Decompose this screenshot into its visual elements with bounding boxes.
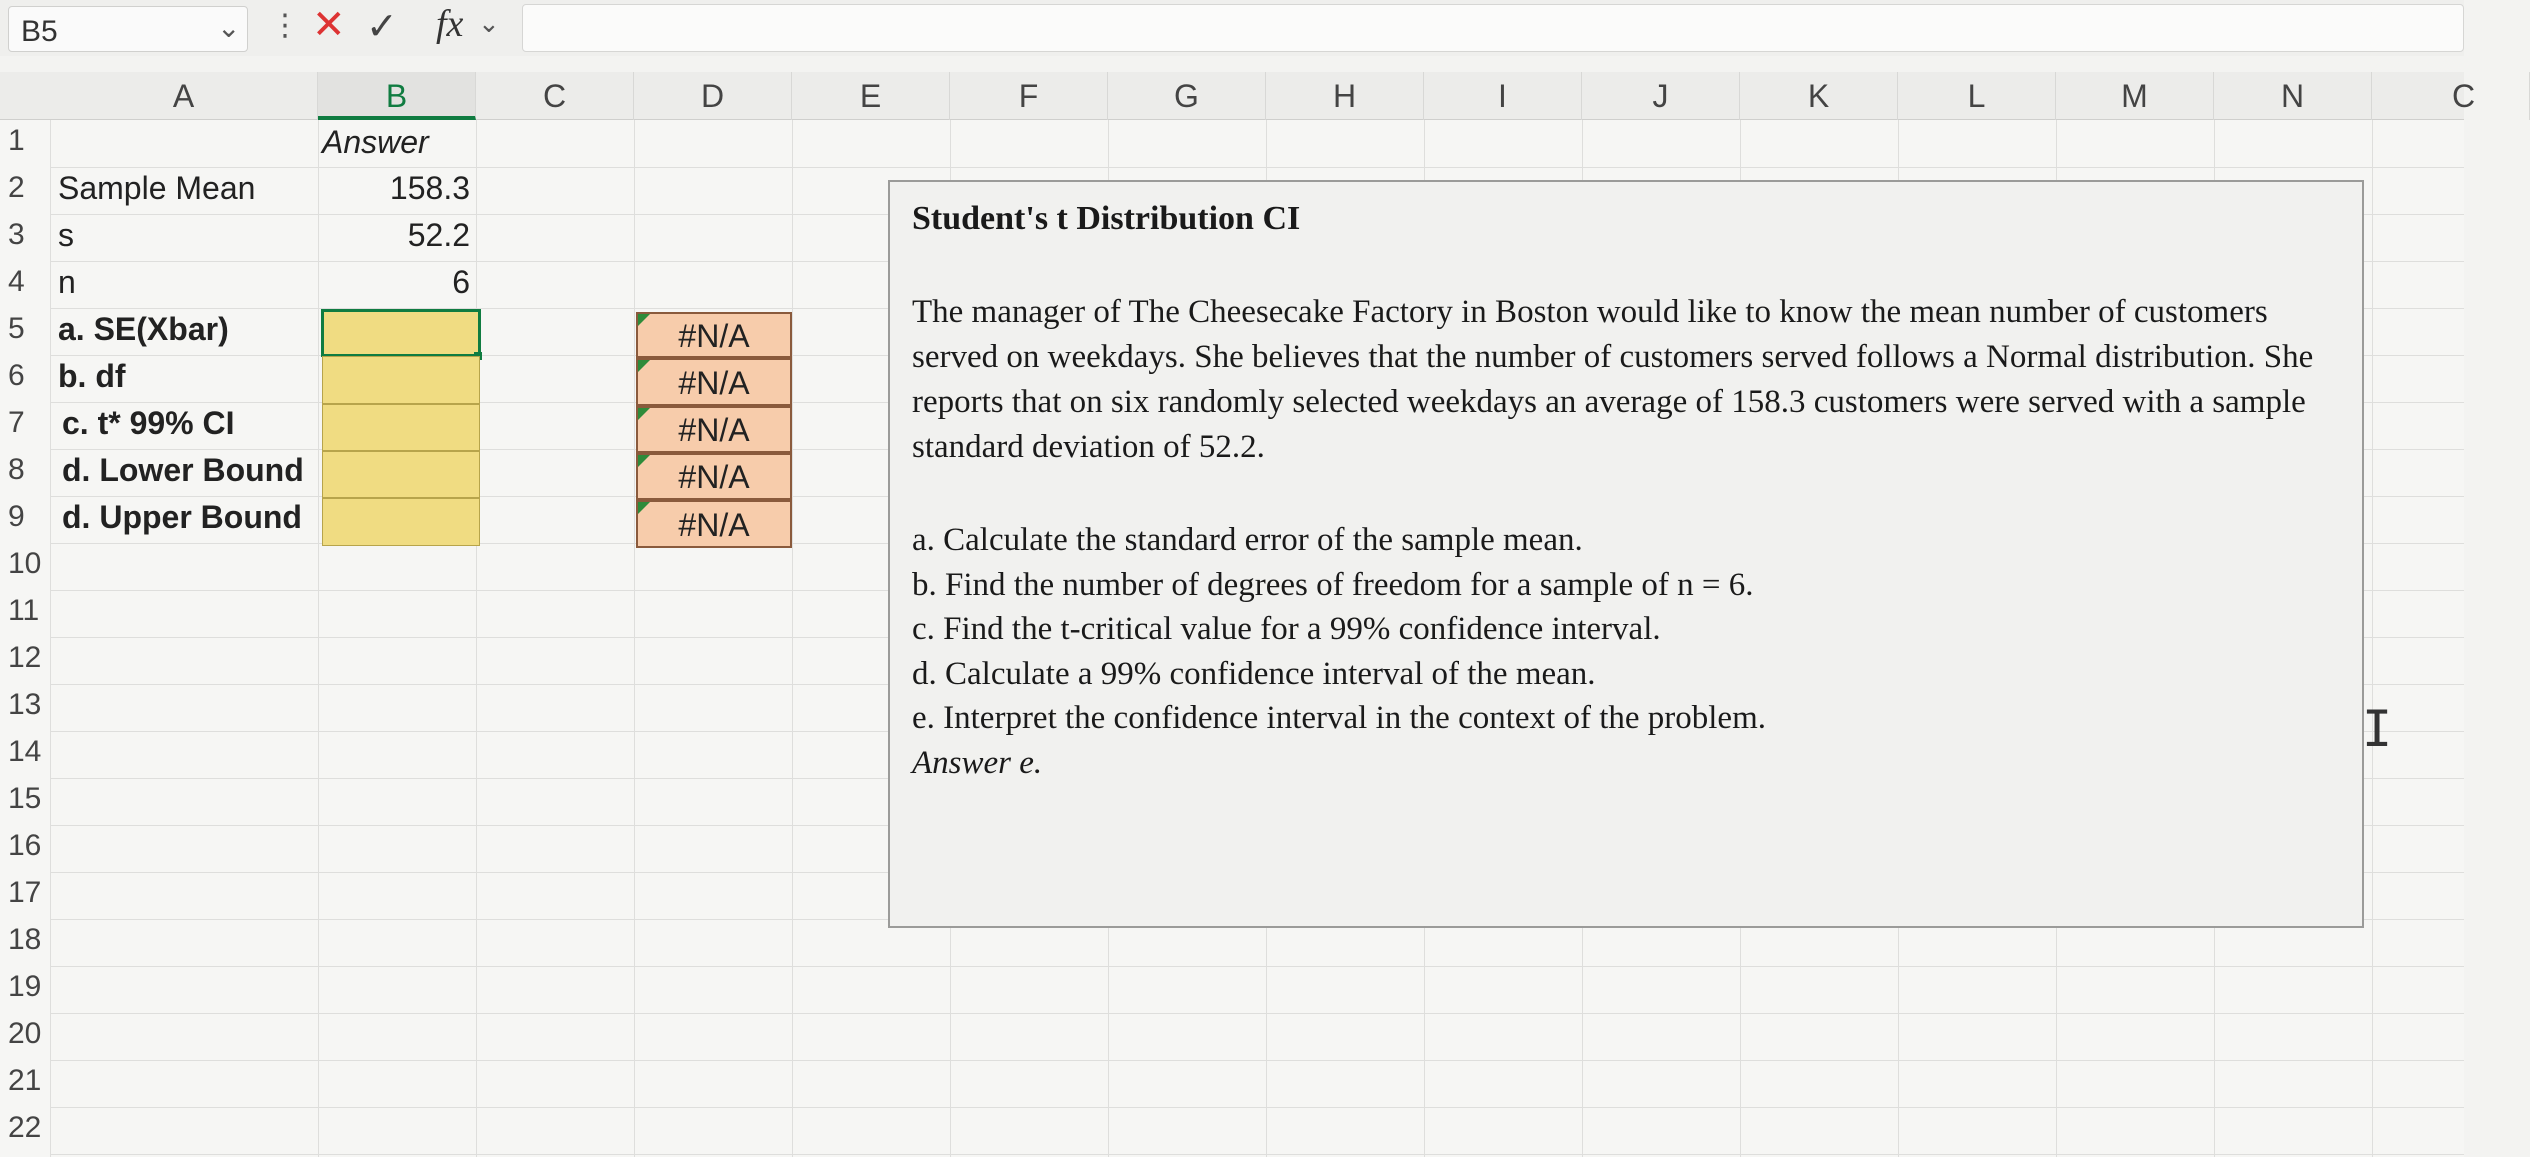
cell-a3[interactable]: s [58,217,74,253]
question-d: d. Calculate a 99% confidence interval of the mean. [912,655,1596,692]
cell-b9-answer-input[interactable] [322,498,480,546]
formula-input[interactable] [522,4,2464,52]
cell-b8-answer-input[interactable] [322,451,480,498]
cell-d6-check[interactable] [636,358,792,406]
cell-b1[interactable]: Answer [322,124,429,160]
text-box-title: Student's t Distribution CI [912,200,1301,237]
row-header-5[interactable]: 5 [8,312,25,345]
row-header-7[interactable]: 7 [8,406,25,439]
cell-b5-answer-input[interactable] [322,310,480,356]
row-header-12[interactable]: 12 [8,641,42,674]
cell-b3[interactable]: 52.2 [407,217,470,253]
cell-a7[interactable]: c. t* 99% CI [62,405,235,441]
row-header-1[interactable]: 1 [8,124,25,157]
column-header-d[interactable]: D [634,72,792,120]
row-header-18[interactable]: 18 [8,923,42,956]
chevron-down-icon[interactable]: ⌄ [217,12,241,43]
error-indicator-icon [638,360,650,372]
column-header-i[interactable]: I [1424,72,1582,120]
column-header-m[interactable]: M [2056,72,2214,120]
question-a: a. Calculate the standard error of the sample mean. [912,522,1583,558]
cell-a8[interactable]: d. Lower Bound [62,452,304,488]
grid-line [634,120,635,1157]
column-header-b[interactable]: B [318,72,476,120]
row-header-21[interactable]: 21 [8,1064,42,1097]
row-header-3[interactable]: 3 [8,218,25,251]
cell-d9-value: #N/A [678,507,750,543]
cell-d5-check[interactable] [636,312,792,358]
cell-a2[interactable]: Sample Mean [58,170,256,206]
grid-line [2372,120,2373,1157]
grid-line [50,966,2464,967]
cell-b7-answer-input[interactable] [322,404,480,451]
row-header-10[interactable]: 10 [8,547,42,580]
column-header-f[interactable]: F [950,72,1108,120]
row-header-17[interactable]: 17 [8,876,42,909]
column-header-n[interactable]: N [2214,72,2372,120]
cancel-icon[interactable]: ✕ [312,3,346,47]
row-header-16[interactable]: 16 [8,829,42,862]
grid-line [50,120,51,1157]
cell-d7-check[interactable] [636,406,792,453]
text-cursor-icon: I [2362,700,2393,758]
formula-bar [0,0,2464,56]
row-header-15[interactable]: 15 [8,782,42,815]
question-e: e. Interpret the confidence interval in the context of the problem. [912,700,1766,736]
name-box[interactable] [8,6,248,52]
cell-a4[interactable]: n [58,264,76,300]
grid-line [50,167,2464,168]
error-indicator-icon [638,455,650,467]
answer-e-label[interactable]: Answer e. [912,744,1043,781]
cell-d6-value: #N/A [678,365,750,401]
column-header-row [0,72,2476,120]
error-indicator-icon [638,314,650,326]
row-header-19[interactable]: 19 [8,970,42,1003]
row-header-8[interactable]: 8 [8,453,25,486]
chevron-down-icon[interactable]: ⌄ [478,8,500,38]
row-header-2[interactable]: 2 [8,171,25,204]
column-header-c[interactable]: C [476,72,634,120]
cell-b2[interactable]: 158.3 [389,170,470,206]
row-header-20[interactable]: 20 [8,1017,42,1050]
grid-line [50,1154,2464,1155]
column-header-j[interactable]: J [1582,72,1740,120]
column-header-o-partial[interactable]: C [2372,72,2530,120]
problem-text-box[interactable] [888,180,2364,928]
cell-d8-check[interactable] [636,453,792,500]
grid-line [50,1107,2464,1108]
column-header-e[interactable]: E [792,72,950,120]
column-header-h[interactable]: H [1266,72,1424,120]
grid-line [50,1060,2464,1061]
insert-function-icon[interactable]: fx [436,3,464,45]
problem-paragraph: The manager of The Cheesecake Factory in Boston would like to know the mean number of customers served on weekdays. She believes that the number of customers served follows a Normal distribution. She reports that on six randomly selected weekdays an average of 158.3 customers were served with a sample standard deviation of 52.2. [912,294,2314,465]
more-options-icon[interactable]: ⋮ [270,9,298,42]
cell-d5-value: #N/A [678,318,750,354]
row-header-6[interactable]: 6 [8,359,25,392]
grid-line [792,120,793,1157]
column-header-a[interactable]: A [50,72,318,120]
cell-d9-check[interactable] [636,500,792,548]
cell-a6[interactable]: b. df [58,358,126,394]
row-header-22[interactable]: 22 [8,1111,42,1144]
cell-a9[interactable]: d. Upper Bound [62,499,302,535]
cell-b4[interactable]: 6 [452,264,470,300]
row-header-4[interactable]: 4 [8,265,25,298]
grid-line [476,120,477,1157]
error-indicator-icon [638,502,650,514]
row-header-11[interactable]: 11 [8,594,40,627]
cell-d8-value: #N/A [678,459,750,495]
cell-a5[interactable]: a. SE(Xbar) [58,311,229,347]
column-header-k[interactable]: K [1740,72,1898,120]
cell-d7-value: #N/A [678,412,750,448]
question-b: b. Find the number of degrees of freedom for a sample of n = 6. [912,566,1754,603]
name-box-value: B5 [21,15,58,48]
row-header-14[interactable]: 14 [8,735,42,768]
cell-b6-answer-input[interactable] [322,356,480,404]
grid-line [50,1013,2464,1014]
row-header-9[interactable]: 9 [8,500,25,533]
enter-check-icon[interactable]: ✓ [366,6,398,48]
question-c: c. Find the t-critical value for a 99% confidence interval. [912,611,1661,647]
question-list [912,518,1766,785]
error-indicator-icon [638,408,650,420]
row-header-13[interactable]: 13 [8,688,42,721]
column-header-l[interactable]: L [1898,72,2056,120]
column-header-g[interactable]: G [1108,72,1266,120]
